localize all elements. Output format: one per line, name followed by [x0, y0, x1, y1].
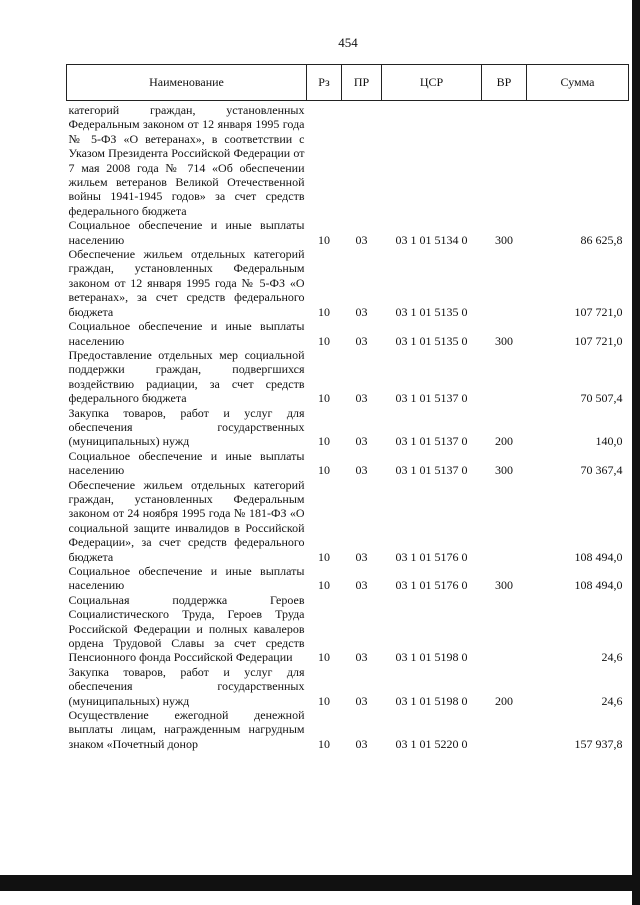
cell-name: Социальное обеспечение и иные выплаты населению [68, 319, 305, 348]
cell-name: Предоставление отдельных мер социальной поддержки граждан, подвергшихся воздействию радиации, за счет средств федерального бюджета [68, 347, 305, 406]
cell-name: Осуществление ежегодной денежной выплаты лицам, награжденным нагрудным знаком «Почетный донор [68, 708, 305, 751]
cell-vr: 200 [495, 693, 513, 708]
cell-rz: 10 [318, 549, 330, 564]
cell-csr: 03 1 01 5135 0 [395, 333, 468, 348]
table-row [67, 665, 629, 708]
cell-vr: 300 [495, 578, 513, 593]
cell-csr: 03 1 01 5137 0 [395, 434, 468, 449]
scan-edge-bottom [0, 875, 640, 891]
cell-csr: 03 1 01 5137 0 [395, 463, 468, 478]
table-row [67, 449, 629, 478]
cell-name: Социальная поддержка Героев Социалистического Труда, Героев Труда Российской Федерации и полных кавалеров ордена Трудовой Славы за счет средств Пенсионного фонда Российской Федерации [68, 592, 305, 665]
cell-csr: 03 1 01 5198 0 [395, 650, 468, 665]
cell-vr [482, 593, 527, 665]
cell-pr: 03 [355, 650, 368, 665]
table-row [67, 101, 629, 219]
cell-rz: 10 [318, 391, 330, 406]
table-row [67, 218, 629, 247]
header-vr: ВР [482, 65, 527, 101]
cell-vr: 300 [495, 463, 513, 478]
budget-table [66, 64, 629, 751]
cell-csr: 03 1 01 5134 0 [395, 232, 468, 247]
table-header-row [67, 65, 629, 101]
cell-sum: 70 367,4 [580, 463, 623, 478]
cell-sum: 24,6 [601, 650, 623, 665]
cell-csr: 03 1 01 5198 0 [395, 693, 468, 708]
cell-pr: 03 [355, 333, 368, 348]
cell-csr: 03 1 01 5137 0 [395, 391, 468, 406]
page-number: 454 [338, 35, 358, 50]
table-row [67, 406, 629, 449]
cell-rz: 10 [318, 650, 330, 665]
cell-name: Социальное обеспечение и иные выплаты населению [68, 564, 305, 593]
cell-csr [382, 101, 482, 219]
header-rz: Рз [307, 65, 342, 101]
cell-sum: 140,0 [595, 434, 623, 449]
cell-sum: 157 937,8 [574, 736, 623, 751]
table-row [67, 478, 629, 564]
cell-name: Обеспечение жильем отдельных категорий граждан, установленных Федеральным законом от 12 января 1995 года № 5-ФЗ «О ветеранах», за счет средств федерального бюджета [68, 247, 305, 319]
header-sum: Сумма [527, 65, 629, 101]
cell-rz: 10 [318, 232, 330, 247]
cell-csr: 03 1 01 5176 0 [395, 549, 468, 564]
cell-pr: 03 [355, 578, 368, 593]
cell-rz: 10 [318, 463, 330, 478]
cell-vr: 200 [495, 434, 513, 449]
cell-sum: 24,6 [601, 693, 623, 708]
cell-vr [482, 247, 527, 319]
cell-rz: 10 [318, 693, 330, 708]
cell-sum: 107 721,0 [574, 333, 623, 348]
cell-pr [342, 101, 382, 219]
cell-rz: 10 [318, 578, 330, 593]
table-row [67, 247, 629, 319]
cell-name: Закупка товаров, работ и услуг для обеспечения государственных (муниципальных) нужд [68, 405, 305, 449]
cell-name: Социальное обеспечение и иные выплаты населению [68, 448, 305, 478]
table-row [67, 319, 629, 348]
cell-pr: 03 [355, 693, 368, 708]
cell-sum: 108 494,0 [574, 578, 623, 593]
cell-rz: 10 [318, 304, 330, 319]
table-row [67, 708, 629, 751]
cell-pr: 03 [355, 434, 368, 449]
table-row [67, 564, 629, 593]
cell-vr [482, 101, 527, 219]
cell-pr: 03 [355, 549, 368, 564]
cell-csr: 03 1 01 5135 0 [395, 304, 468, 319]
cell-vr [482, 478, 527, 564]
cell-rz [307, 101, 342, 219]
cell-sum: 107 721,0 [574, 304, 623, 319]
table-row [67, 348, 629, 406]
cell-name: категорий граждан, установленных Федеральным законом от 12 января 1995 года № 5-ФЗ «О ветеранах», в соответствии с Указом Президента Российской Федерации от 7 мая 2008 года № 714 «Об обеспечении жильем ветеранов Великой Отечественной войны 1941-1945 годов» за счет средств федерального бюджета [68, 103, 305, 218]
cell-name: Закупка товаров, работ и услуг для обеспечения государственных (муниципальных) нужд [68, 664, 305, 708]
header-name: Наименование [67, 65, 307, 101]
header-csr: ЦСР [382, 65, 482, 101]
cell-csr: 03 1 01 5220 0 [395, 736, 468, 751]
header-pr: ПР [342, 65, 382, 101]
cell-sum [527, 101, 629, 219]
cell-pr: 03 [355, 232, 368, 247]
table-row [67, 593, 629, 665]
cell-vr: 300 [495, 333, 513, 348]
cell-sum: 70 507,4 [580, 391, 623, 406]
cell-pr: 03 [355, 391, 368, 406]
cell-rz: 10 [318, 736, 330, 751]
cell-vr [482, 708, 527, 751]
scan-edge-right [632, 0, 640, 905]
cell-pr: 03 [355, 463, 368, 478]
cell-rz: 10 [318, 434, 330, 449]
cell-vr [482, 348, 527, 406]
cell-vr: 300 [495, 232, 513, 247]
cell-rz: 10 [318, 333, 330, 348]
cell-name: Социальное обеспечение и иные выплаты населению [68, 218, 305, 247]
cell-pr: 03 [355, 736, 368, 751]
cell-pr: 03 [355, 304, 368, 319]
cell-sum: 86 625,8 [580, 232, 623, 247]
cell-sum: 108 494,0 [574, 549, 623, 564]
cell-name: Обеспечение жильем отдельных категорий граждан, установленных Федеральным законом от 24 ноября 1995 года № 181-ФЗ «О социальной защите инвалидов в Российской Федерации», за счет средств федерального бюджета [68, 477, 305, 564]
cell-csr: 03 1 01 5176 0 [395, 578, 468, 593]
